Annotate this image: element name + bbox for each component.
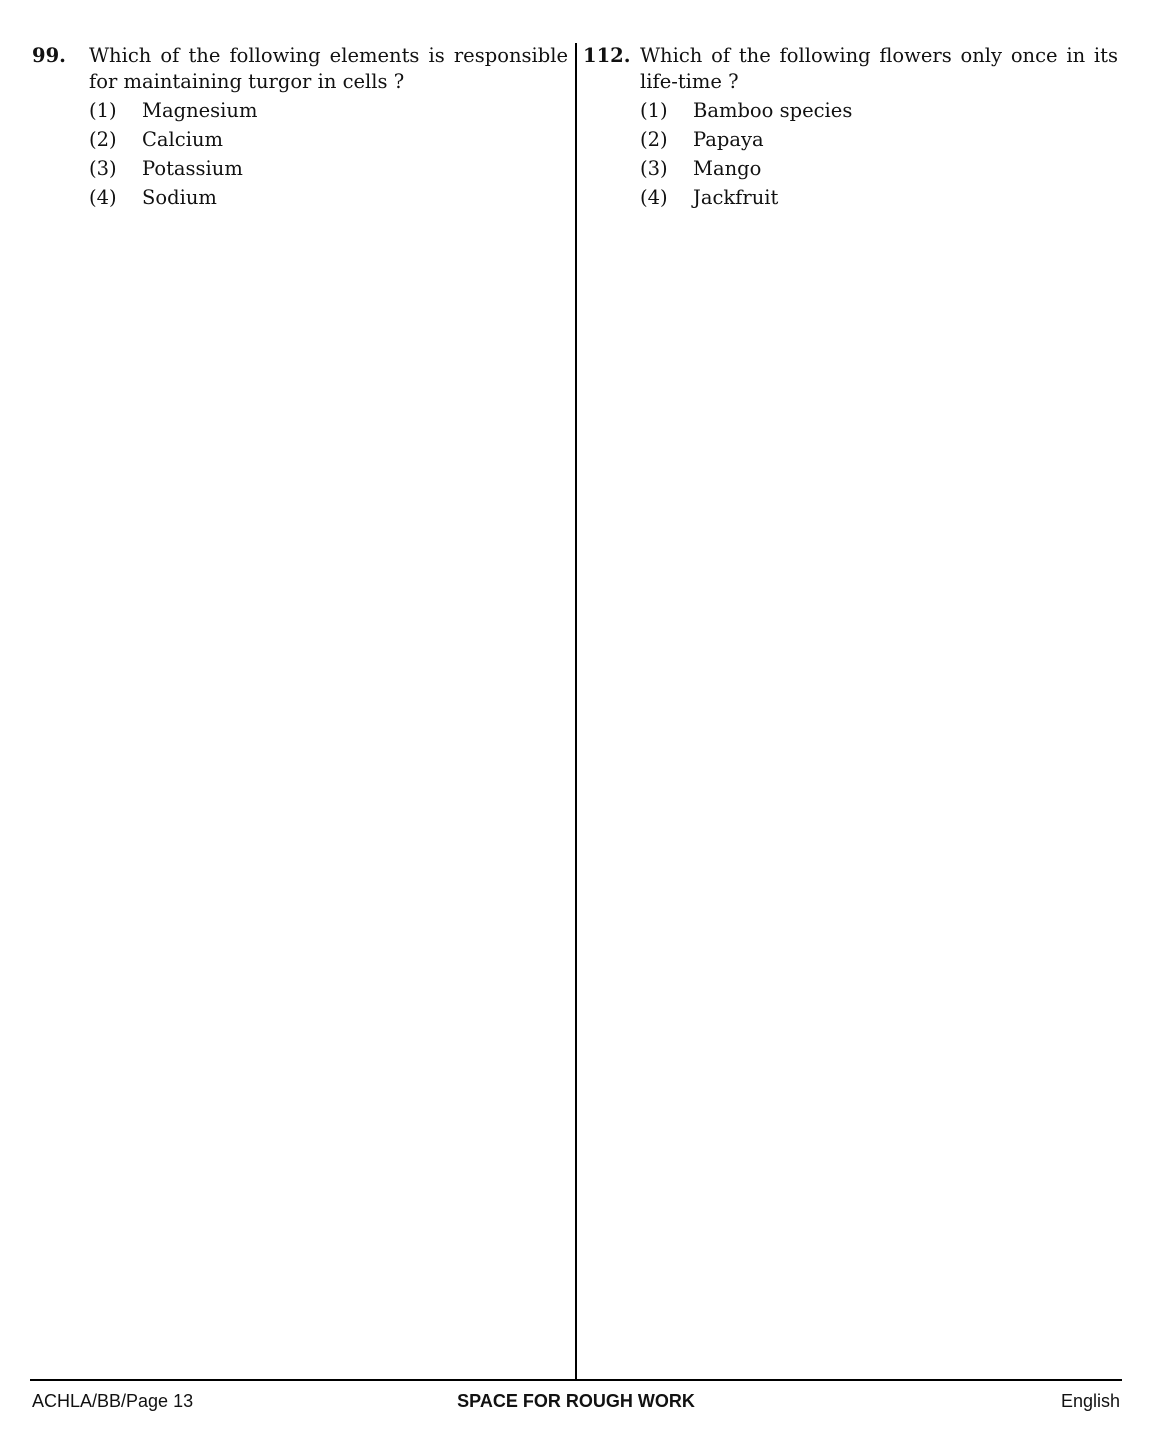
column-divider xyxy=(575,43,577,1380)
option-number: (4) xyxy=(89,186,117,209)
option[interactable] xyxy=(89,185,568,211)
question-text: Which of the following elements is responsible for maintaining turgor in cells ? xyxy=(89,44,568,93)
option[interactable] xyxy=(640,98,1118,124)
page-code: ACHLA/BB/Page 13 xyxy=(32,1391,194,1411)
rough-work-label: SPACE FOR ROUGH WORK xyxy=(457,1391,695,1411)
option-number: (4) xyxy=(640,186,668,209)
option-text: Bamboo species xyxy=(693,99,853,122)
question-number: 99. xyxy=(32,44,66,67)
option[interactable] xyxy=(640,127,1118,153)
right-column xyxy=(583,43,1118,219)
question-text: Which of the following flowers only once in its life-time ? xyxy=(640,44,1118,93)
option[interactable] xyxy=(640,185,1118,211)
language-label: English xyxy=(1060,1391,1120,1411)
option-number: (2) xyxy=(640,128,668,151)
option-text: Magnesium xyxy=(142,99,258,122)
option-text: Sodium xyxy=(142,186,217,209)
question-99 xyxy=(32,43,568,211)
footer-rule xyxy=(30,1379,1122,1381)
option-number: (1) xyxy=(89,99,117,122)
option[interactable] xyxy=(640,156,1118,182)
option-text: Calcium xyxy=(142,128,223,151)
option-text: Jackfruit xyxy=(693,186,779,209)
option-text: Mango xyxy=(693,157,762,180)
question-number: 112. xyxy=(583,44,631,67)
option[interactable] xyxy=(89,127,568,153)
option-number: (2) xyxy=(89,128,117,151)
left-column xyxy=(32,43,568,219)
option-text: Papaya xyxy=(693,128,764,151)
question-112 xyxy=(583,43,1118,211)
option-number: (1) xyxy=(640,99,668,122)
option[interactable] xyxy=(89,98,568,124)
option-text: Potassium xyxy=(142,157,243,180)
option-number: (3) xyxy=(89,157,117,180)
option-number: (3) xyxy=(640,157,668,180)
option[interactable] xyxy=(89,156,568,182)
